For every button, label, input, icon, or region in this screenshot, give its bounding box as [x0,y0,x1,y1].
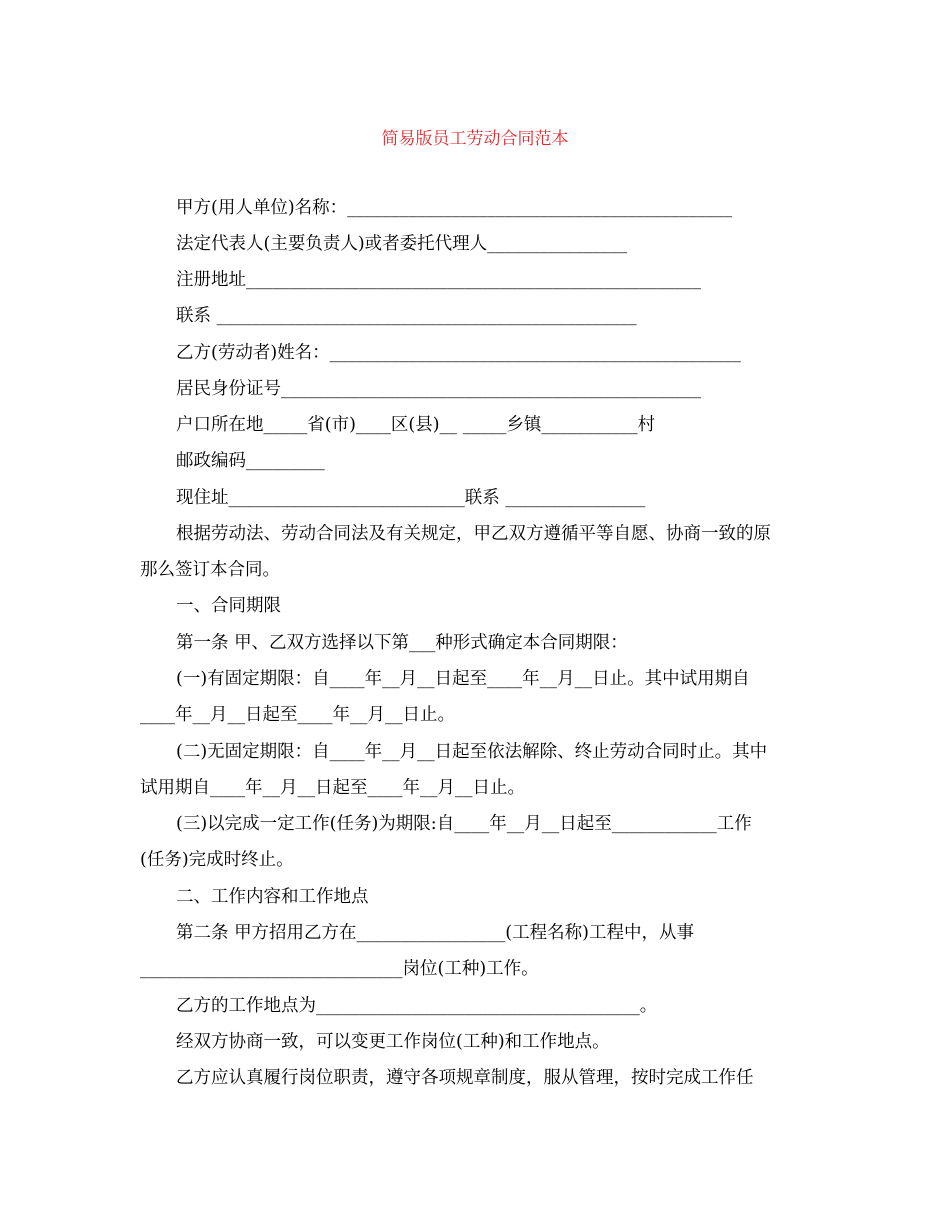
legal-rep-line: 法定代表人(主要负责人)或者委托代理人________________ [176,234,628,254]
section-heading-2: 二、工作内容和工作地点 [176,887,369,907]
preamble-paragraph-line-2: 那么签订本合同。 [140,560,280,580]
article-1-line: 第一条 甲、乙双方选择以下第___种形式确定本合同期限： [176,633,628,653]
task-term-line-2: (任务)完成时终止。 [140,850,294,870]
party-a-name-line: 甲方(用人单位)名称：____________________________________________ [176,198,733,218]
open-term-line-2: 试用期自____年__月__日起至____年__月__日止。 [140,778,525,798]
change-agreement-line: 经双方协商一致，可以变更工作岗位(工种)和工作地点。 [176,1032,610,1052]
task-term-line-1: (三)以完成一定工作(任务)为期限:自____年__月__日起至____________工作 [176,814,752,834]
party-b-name-line: 乙方(劳动者)姓名：_______________________________________________ [176,343,741,363]
article-2-line-2: ______________________________岗位(工种)工作。 [140,959,539,979]
fixed-term-line-1: (一)有固定期限：自____年__月__日起至____年__月__日止。其中试用期自 [176,669,750,689]
postal-code-line: 邮政编码_________ [176,451,325,471]
open-term-line-1: (二)无固定期限：自____年__月__日起至依法解除、终止劳动合同时止。其中 [176,742,768,762]
fixed-term-line-2: ____年__月__日起至____年__月__日止。 [140,705,455,725]
work-location-line: 乙方的工作地点为_____________________________________。 [176,996,658,1016]
registered-address-line: 注册地址____________________________________________________ [176,270,701,290]
household-registration-line: 户口所在地_____省(市)____区(县)__ _____乡镇___________村 [176,415,656,435]
article-2-line-1: 第二条 甲方招用乙方在_________________(工程名称)工程中，从事 [176,923,694,943]
preamble-paragraph-line-1: 根据劳动法、劳动合同法及有关规定，甲乙双方遵循平等自愿、协商一致的原 [176,524,771,544]
document-title: 简易版员工劳动合同范本 [381,129,569,149]
contact-line: 联系 ________________________________________________ [176,306,637,326]
duties-line: 乙方应认真履行岗位职责，遵守各项规章制度，服从管理，按时完成工作任 [176,1068,754,1088]
section-heading-1: 一、合同期限 [176,596,281,616]
id-number-line: 居民身份证号________________________________________________ [176,379,701,399]
current-address-line: 现住址___________________________联系 ________________ [176,488,646,508]
